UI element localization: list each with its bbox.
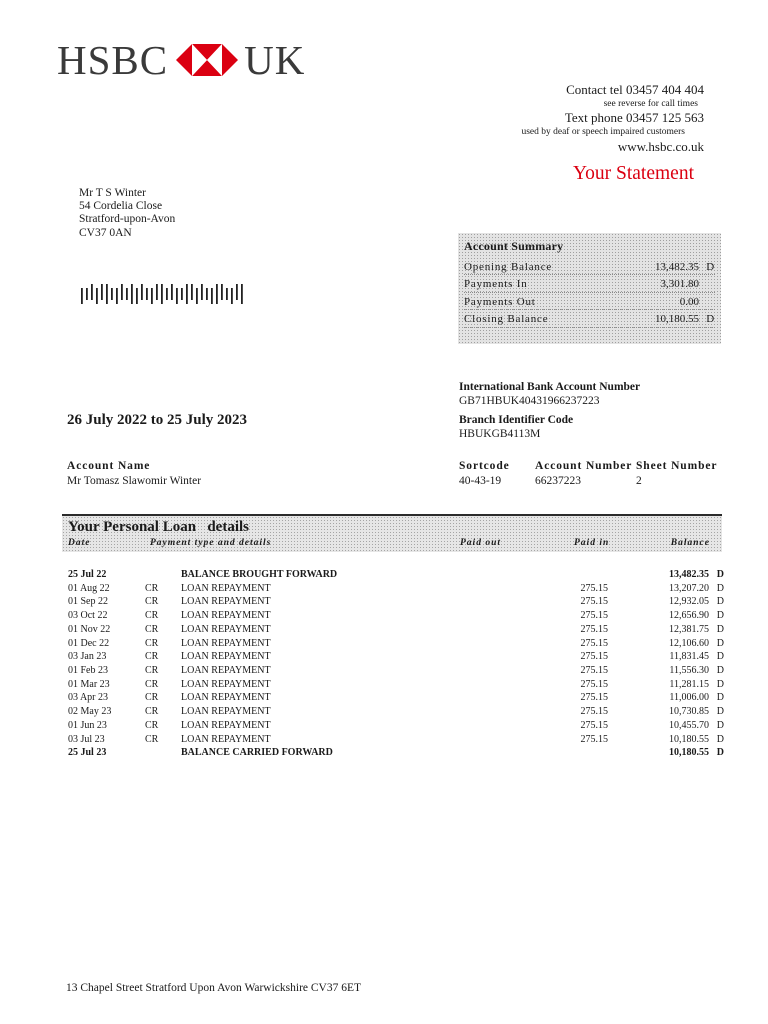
branch-address: 13 Chapel Street Stratford Upon Avon Warwickshire CV37 6ET [66, 982, 362, 994]
cell-description: LOAN REPAYMENT [181, 678, 271, 690]
barcode-bar [241, 284, 243, 304]
cell-paid-in: 275.15 [580, 692, 608, 704]
cell-paid-in: 275.15 [580, 582, 608, 594]
cell-paid-in: 275.15 [580, 733, 608, 745]
cell-description: LOAN REPAYMENT [181, 651, 271, 663]
cell-date: 03 Jan 23 [68, 651, 107, 663]
cell-date: 01 Jun 23 [68, 719, 107, 731]
barcode-bar [116, 288, 118, 304]
barcode-bar [81, 288, 83, 304]
table-row [0, 583, 768, 597]
barcode-bar [96, 288, 98, 304]
cell-flag: D [716, 719, 724, 731]
summary-value: 0.00 [679, 295, 699, 308]
postal-barcode [80, 284, 246, 304]
cell-type: CR [145, 692, 159, 704]
cell-description: LOAN REPAYMENT [181, 706, 271, 718]
sortcode-value: 40-43-19 [459, 475, 502, 487]
iban-label: International Bank Account Number [459, 381, 641, 393]
cell-date: 25 Jul 23 [68, 747, 107, 759]
cell-balance: 11,556.30 [669, 665, 709, 677]
table-row [0, 638, 768, 652]
cell-description: LOAN REPAYMENT [181, 596, 271, 608]
hsbc-uk-logo [57, 37, 306, 83]
cell-balance: 11,006.00 [669, 692, 709, 704]
cell-balance: 12,381.75 [669, 623, 709, 635]
contact-tel-note: see reverse for call times [603, 99, 698, 109]
barcode-bar [211, 288, 213, 304]
cell-type: CR [145, 610, 159, 622]
account-number-value: 66237223 [535, 475, 581, 487]
cell-type: CR [145, 733, 159, 745]
table-row [0, 665, 768, 679]
cell-type: CR [145, 665, 159, 677]
cell-description: LOAN REPAYMENT [181, 719, 271, 731]
barcode-bar [121, 284, 123, 300]
barcode-bar [131, 284, 133, 304]
cell-date: 01 Feb 23 [68, 665, 108, 677]
barcode-bar [151, 288, 153, 304]
table-row [0, 734, 768, 748]
contact-website[interactable]: www.hsbc.co.uk [617, 139, 704, 154]
cell-paid-in: 275.15 [580, 637, 608, 649]
account-number-label: Account Number [535, 460, 633, 472]
cell-type: CR [145, 706, 159, 718]
barcode-bar [171, 284, 173, 300]
barcode-bar [181, 288, 183, 300]
cell-paid-in: 275.15 [580, 719, 608, 731]
cell-date: 03 Apr 23 [68, 692, 108, 704]
barcode-bar [231, 288, 233, 304]
table-row [0, 624, 768, 638]
contact-tel: Contact tel 03457 404 404 [566, 82, 704, 97]
cell-balance: 12,932.05 [669, 596, 709, 608]
cell-date: 01 Aug 22 [68, 582, 110, 594]
cell-balance: 10,180.55 [669, 733, 709, 745]
cell-date: 02 May 23 [68, 706, 112, 718]
contact-text-note: used by deaf or speech impaired customers [521, 127, 685, 137]
cell-paid-in: 275.15 [580, 706, 608, 718]
barcode-bar [136, 288, 138, 304]
table-row [0, 747, 768, 761]
cell-description: LOAN REPAYMENT [181, 623, 271, 635]
barcode-bar [91, 284, 93, 300]
table-row [0, 692, 768, 706]
account-name-value: Mr Tomasz Slawomir Winter [67, 475, 202, 487]
iban-value: GB71HBUK40431966237223 [459, 394, 600, 407]
cell-flag: D [716, 706, 724, 718]
cell-balance: 10,455.70 [669, 719, 709, 731]
bic-label: Branch Identifier Code [459, 414, 574, 426]
summary-row-closing [464, 310, 715, 327]
summary-row-payments-in [464, 275, 715, 292]
cell-balance: 11,281.15 [669, 678, 709, 690]
cell-description: LOAN REPAYMENT [181, 665, 271, 677]
barcode-bar [221, 284, 223, 300]
account-summary-title: Account Summary [464, 239, 564, 253]
barcode-bar [206, 288, 208, 300]
address-line: Stratford-upon-Avon [79, 213, 176, 226]
cell-paid-in: 275.15 [580, 610, 608, 622]
barcode-bar [176, 288, 178, 304]
cell-balance: 12,656.90 [669, 610, 709, 622]
summary-row-payments-out [464, 293, 715, 310]
statement-period: 26 July 2022 to 25 July 2023 [67, 412, 248, 428]
column-header-paid-in: Paid in [574, 538, 610, 548]
cell-flag: D [716, 747, 724, 759]
cell-flag: D [716, 582, 724, 594]
address-line: CV37 0AN [79, 226, 132, 239]
cell-description: LOAN REPAYMENT [181, 637, 271, 649]
table-row [0, 706, 768, 720]
barcode-bar [156, 284, 158, 300]
cell-flag: D [716, 651, 724, 663]
bic-value: HBUKGB4113M [459, 427, 541, 440]
summary-label: Payments Out [464, 295, 536, 308]
barcode-bar [191, 284, 193, 300]
cell-date: 01 Dec 22 [68, 637, 110, 649]
barcode-bar [126, 288, 128, 300]
barcode-bar [141, 284, 143, 300]
barcode-bar [186, 284, 188, 304]
contact-block [521, 82, 704, 155]
cell-type: CR [145, 637, 159, 649]
table-row [0, 651, 768, 665]
cell-balance: 10,730.85 [669, 706, 709, 718]
cell-balance: 12,106.60 [669, 637, 709, 649]
sheet-number-value: 2 [636, 475, 642, 487]
barcode-bar [106, 284, 108, 304]
statement-title: Your Statement [573, 163, 694, 184]
cell-balance: 13,207.20 [669, 582, 709, 594]
cell-date: 03 Oct 22 [68, 610, 108, 622]
barcode-bar [226, 288, 228, 300]
cell-date: 25 Jul 22 [68, 569, 107, 580]
cell-paid-in: 275.15 [580, 596, 608, 608]
cell-balance: 10,180.55 [669, 747, 709, 759]
logo-text-uk: UK [244, 37, 306, 83]
barcode-bar [161, 284, 163, 304]
cell-type: CR [145, 596, 159, 608]
cell-flag: D [716, 678, 724, 690]
cell-flag: D [716, 733, 724, 745]
cell-description: LOAN REPAYMENT [181, 582, 271, 594]
cell-date: 01 Mar 23 [68, 678, 110, 690]
cell-flag: D [716, 610, 724, 622]
cell-flag: D [716, 569, 724, 580]
barcode-bar [146, 288, 148, 300]
cell-date: 01 Nov 22 [68, 623, 111, 635]
cell-paid-in: 275.15 [580, 678, 608, 690]
barcode-bar [86, 288, 88, 300]
summary-label: Payments In [464, 278, 528, 291]
barcode-bar [111, 288, 113, 300]
account-summary-box [458, 233, 721, 344]
barcode-bar [101, 284, 103, 300]
logo-text-hsbc: HSBC [57, 37, 169, 83]
loan-details-header [62, 514, 722, 552]
cell-balance: 13,482.35 [669, 569, 709, 580]
cell-type: CR [145, 623, 159, 635]
cell-paid-in: 275.15 [580, 665, 608, 677]
barcode-bar [201, 284, 203, 300]
summary-row-opening [464, 258, 715, 275]
cell-date: 01 Sep 22 [68, 596, 108, 608]
cell-type: CR [145, 582, 159, 594]
column-header-paid-out: Paid out [460, 538, 501, 548]
cell-type: CR [145, 678, 159, 690]
sheet-number-label: Sheet Number [636, 460, 718, 472]
summary-value: 13,482.35 [655, 261, 699, 273]
cell-flag: D [716, 665, 724, 677]
barcode-bar [166, 288, 168, 300]
table-row [0, 569, 768, 583]
sortcode-label: Sortcode [459, 460, 510, 472]
column-header-date: Date [68, 538, 91, 548]
column-header-balance: Balance [670, 538, 710, 548]
address-line: 54 Cordelia Close [79, 200, 163, 213]
summary-flag: D [706, 313, 715, 326]
cell-flag: D [716, 596, 724, 608]
cell-balance: 11,831.45 [669, 651, 709, 663]
cell-type: CR [145, 719, 159, 731]
column-header-payment: Payment type and details [150, 538, 272, 548]
cell-type: CR [145, 651, 159, 663]
cell-date: 03 Jul 23 [68, 733, 105, 745]
cell-paid-in: 275.15 [580, 651, 608, 663]
cell-description: LOAN REPAYMENT [181, 733, 271, 745]
account-name-label: Account Name [67, 460, 151, 472]
barcode-bar [236, 284, 238, 300]
barcode-bar [216, 284, 218, 304]
table-row [0, 610, 768, 624]
cell-flag: D [716, 692, 724, 704]
cell-description: BALANCE CARRIED FORWARD [181, 747, 333, 759]
cell-paid-in: 275.15 [580, 623, 608, 635]
address-line: Mr T S Winter [79, 187, 146, 199]
summary-value: 3,301.80 [660, 278, 699, 291]
table-row [0, 720, 768, 734]
hexagon-logo-icon [176, 44, 238, 76]
summary-value: 10,180.55 [655, 313, 699, 326]
cell-description: BALANCE BROUGHT FORWARD [181, 569, 338, 580]
table-row [0, 596, 768, 610]
cell-description: LOAN REPAYMENT [181, 610, 271, 622]
bank-identifiers [459, 381, 640, 441]
summary-label: Opening Balance [464, 261, 553, 273]
loan-details-title: Your Personal Loan details [68, 519, 249, 535]
table-row [0, 679, 768, 693]
cell-flag: D [716, 637, 724, 649]
cell-description: LOAN REPAYMENT [181, 692, 271, 704]
customer-address [79, 187, 175, 240]
contact-text-phone: Text phone 03457 125 563 [564, 110, 704, 125]
summary-flag: D [706, 261, 715, 273]
summary-label: Closing Balance [464, 313, 549, 326]
barcode-bar [196, 288, 198, 304]
cell-flag: D [716, 623, 724, 635]
